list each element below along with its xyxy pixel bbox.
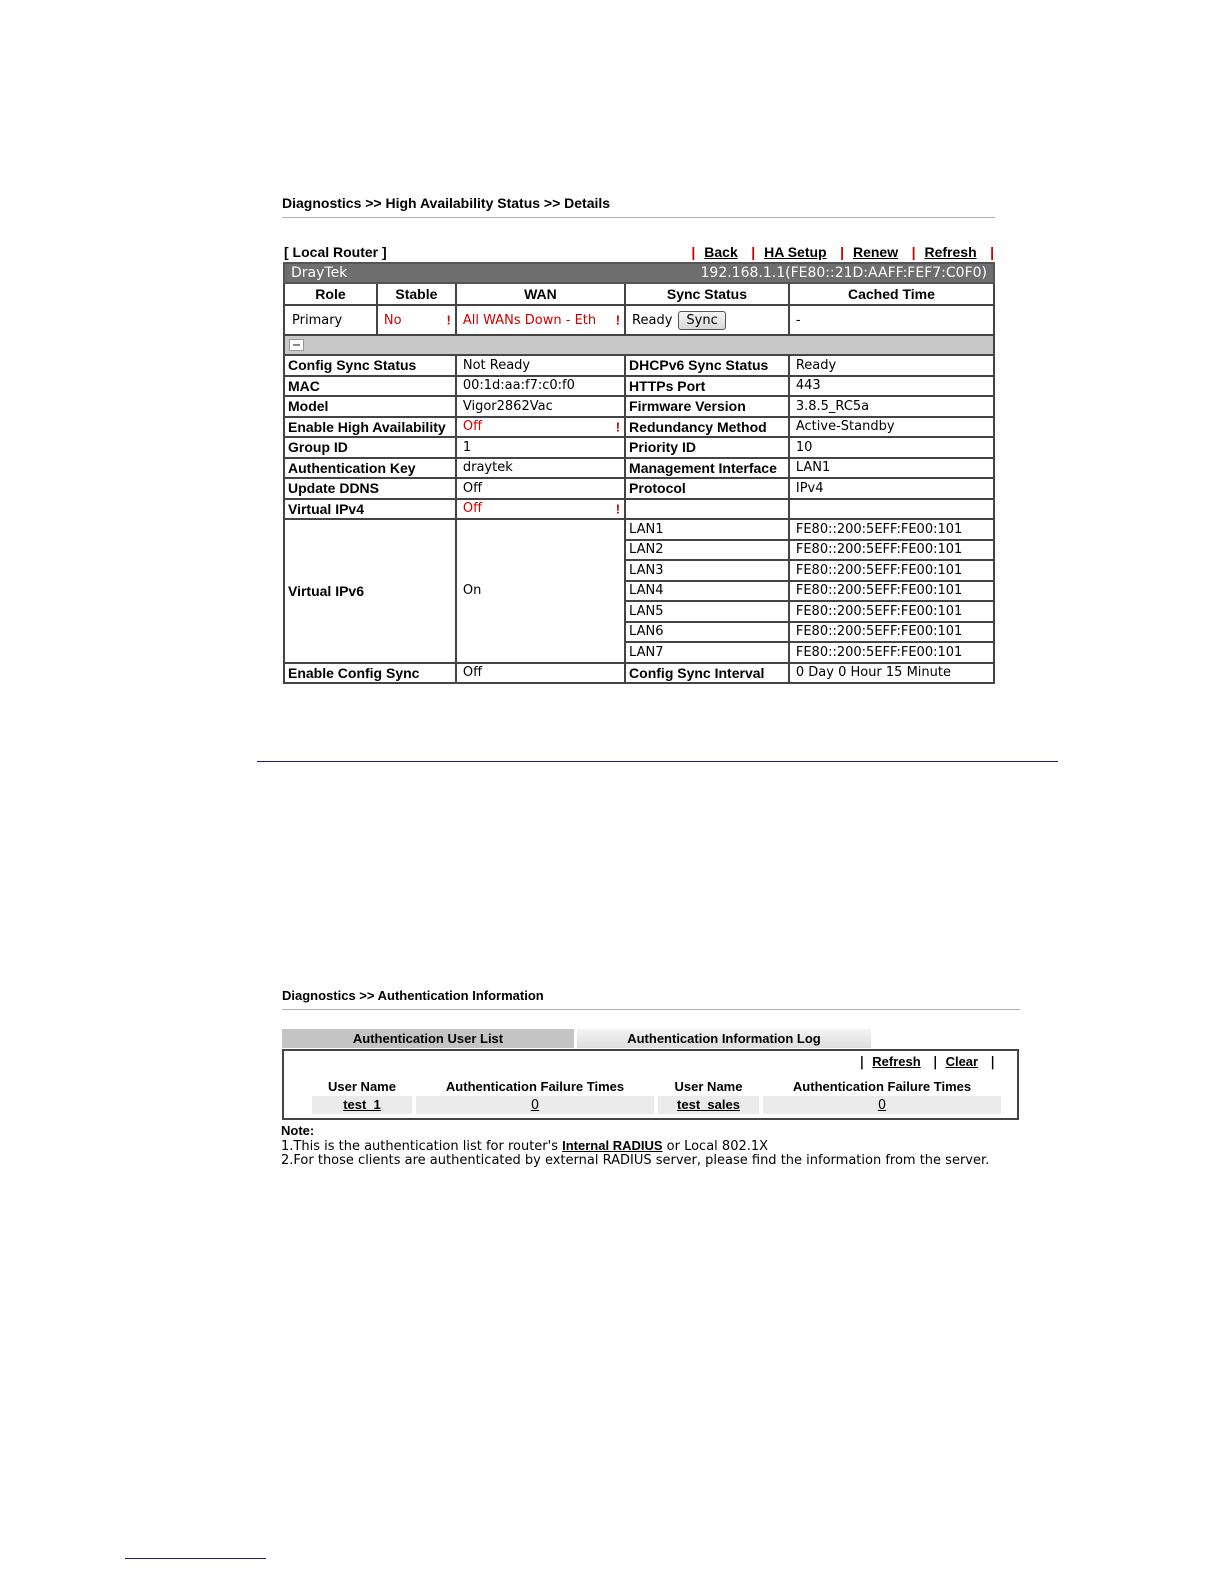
detail-value: Off: [462, 501, 483, 517]
ipv6-lan-row: [284, 519, 994, 540]
lan-name: LAN5: [625, 601, 789, 622]
detail-row: [284, 663, 994, 684]
detail-row: [284, 499, 994, 520]
lan-name: LAN4: [625, 581, 789, 602]
ha-link-bar: | Back | HA Setup | Renew | Refresh |: [691, 244, 994, 260]
detail-label: Update DDNS: [284, 478, 456, 499]
detail-row: [284, 376, 994, 397]
refresh-link[interactable]: Refresh: [924, 244, 977, 260]
detail-value: 00:1d:aa:f7:c0:f0: [462, 378, 575, 394]
wan-alert-icon: !: [615, 312, 621, 328]
table-row: [312, 1096, 1001, 1114]
detail-label: [625, 499, 789, 520]
failure-count-link[interactable]: 0: [877, 1097, 887, 1113]
ha-details-table: [283, 262, 995, 684]
wan-header: WAN: [456, 283, 625, 305]
detail-value: 10: [789, 437, 994, 458]
failure-times-header: Authentication Failure Times: [792, 1078, 972, 1094]
sync-status-value: Ready: [632, 312, 673, 328]
failure-times-header: Authentication Failure Times: [445, 1078, 625, 1094]
detail-label: Authentication Key: [284, 458, 456, 479]
note-1-suffix: or Local 802.1X: [662, 1139, 769, 1154]
detail-value-cell: [456, 478, 625, 499]
detail-value-cell: [456, 396, 625, 417]
detail-label: Enable High Availability: [284, 417, 456, 438]
detail-value-cell: [456, 355, 625, 376]
detail-value: Off: [456, 663, 625, 684]
note-line-2: 2.For those clients are authenticated by external RADIUS server, please find the information from the server.: [281, 1153, 990, 1168]
ha-setup-link[interactable]: HA Setup: [764, 244, 827, 260]
auth-user-table: [308, 1076, 1005, 1114]
auth-user-list-panel: [282, 1049, 1019, 1120]
detail-value-cell: [456, 417, 625, 438]
stable-value: No: [383, 312, 402, 328]
alert-icon: !: [615, 501, 621, 517]
user-name-header: User Name: [674, 1078, 743, 1094]
lan-name: LAN3: [625, 560, 789, 581]
detail-value: Off: [462, 480, 483, 496]
role-value: Primary: [284, 305, 377, 335]
ha-breadcrumb: Diagnostics >> High Availability Status >> Details: [282, 195, 611, 211]
lan-name: LAN2: [625, 540, 789, 561]
detail-row: [284, 355, 994, 376]
detail-value-cell: [456, 437, 625, 458]
detail-value: draytek: [462, 460, 513, 476]
detail-value: 0 Day 0 Hour 15 Minute: [789, 663, 994, 684]
detail-value: [789, 499, 994, 520]
detail-label: Firmware Version: [625, 396, 789, 417]
detail-label: Group ID: [284, 437, 456, 458]
detail-value: Off: [462, 419, 483, 435]
detail-value-cell: [456, 499, 625, 520]
lan-ipv6-address: FE80::200:5EFF:FE00:101: [789, 540, 994, 561]
summary-row: [284, 305, 994, 335]
alert-icon: !: [615, 419, 621, 435]
detail-label: Virtual IPv4: [284, 499, 456, 520]
detail-value: Ready: [789, 355, 994, 376]
detail-row: [284, 478, 994, 499]
detail-row: [284, 437, 994, 458]
stable-cell: [377, 305, 456, 335]
sync-status-cell: [625, 305, 789, 335]
detail-label: Protocol: [625, 478, 789, 499]
detail-value: 443: [789, 376, 994, 397]
lan-ipv6-address: FE80::200:5EFF:FE00:101: [789, 560, 994, 581]
expand-icon[interactable]: [289, 339, 304, 351]
detail-label: MAC: [284, 376, 456, 397]
detail-label: Redundancy Method: [625, 417, 789, 438]
lan-ipv6-address: FE80::200:5EFF:FE00:101: [789, 519, 994, 540]
detail-value-cell: [456, 458, 625, 479]
detail-value: 3.8.5_RC5a: [789, 396, 994, 417]
detail-value: Not Ready: [462, 357, 531, 373]
ha-divider: [282, 217, 995, 218]
detail-value: IPv4: [789, 478, 994, 499]
detail-value: Active-Standby: [789, 417, 994, 438]
sync-status-header: Sync Status: [625, 283, 789, 305]
failure-count-link[interactable]: 0: [530, 1097, 540, 1113]
user-name-header: User Name: [328, 1078, 396, 1094]
router-address: 192.168.1.1(FE80::21D:AAFF:FEF7:C0F0): [456, 263, 994, 283]
lan-name: LAN7: [625, 642, 789, 663]
note-title: Note:: [281, 1123, 315, 1138]
auth-link-bar: | Refresh | Clear |: [859, 1054, 995, 1070]
lan-ipv6-address: FE80::200:5EFF:FE00:101: [789, 581, 994, 602]
lan-ipv6-address: FE80::200:5EFF:FE00:101: [789, 622, 994, 643]
router-name: DrayTek: [284, 263, 456, 283]
auth-divider: [282, 1009, 1020, 1010]
lan-name: LAN6: [625, 622, 789, 643]
detail-label: DHCPv6 Sync Status: [625, 355, 789, 376]
detail-label: Enable Config Sync: [284, 663, 456, 684]
note-line-1: [281, 1138, 768, 1154]
tab-info-log[interactable]: Authentication Information Log: [577, 1029, 871, 1048]
detail-value-cell: [456, 376, 625, 397]
lan-ipv6-address: FE80::200:5EFF:FE00:101: [789, 601, 994, 622]
sync-button[interactable]: Sync: [678, 311, 725, 330]
renew-link[interactable]: Renew: [852, 244, 899, 260]
cached-time-header: Cached Time: [789, 283, 994, 305]
role-header: Role: [284, 283, 377, 305]
lan-ipv6-address: FE80::200:5EFF:FE00:101: [789, 642, 994, 663]
note-1-text: 1.This is the authentication list for router's: [281, 1139, 563, 1154]
virtual-ipv6-label: Virtual IPv6: [284, 519, 456, 663]
detail-label: Config Sync Status: [284, 355, 456, 376]
local-router-label: [ Local Router ]: [284, 244, 387, 260]
detail-value: Vigor2862Vac: [462, 398, 553, 414]
summary-header-row: [284, 283, 994, 305]
footnote-rule: [125, 1558, 266, 1559]
router-title-bar: [284, 263, 994, 283]
wan-cell: [456, 305, 625, 335]
user-link[interactable]: test_sales: [677, 1097, 740, 1112]
page-rule: [257, 761, 1058, 762]
details-separator-row: [284, 335, 994, 355]
detail-label: Priority ID: [625, 437, 789, 458]
detail-label: Management Interface: [625, 458, 789, 479]
virtual-ipv6-value: On: [456, 519, 625, 663]
stable-header: Stable: [377, 283, 456, 305]
detail-row: [284, 458, 994, 479]
detail-label: Model: [284, 396, 456, 417]
stable-alert-icon: !: [446, 312, 451, 328]
auth-refresh-link[interactable]: Refresh: [872, 1054, 921, 1069]
lan-name: LAN1: [625, 519, 789, 540]
detail-row: [284, 417, 994, 438]
user-link[interactable]: test_1: [343, 1097, 381, 1112]
detail-label: HTTPs Port: [625, 376, 789, 397]
back-link[interactable]: Back: [704, 244, 738, 260]
internal-radius-link[interactable]: Internal RADIUS: [562, 1138, 663, 1153]
detail-value: 1: [462, 439, 472, 455]
wan-value: All WANs Down - Eth: [462, 312, 597, 328]
auth-header-row: [312, 1076, 1001, 1096]
clear-link[interactable]: Clear: [945, 1054, 979, 1069]
detail-row: [284, 396, 994, 417]
tab-user-list[interactable]: Authentication User List: [282, 1029, 574, 1048]
detail-value: LAN1: [789, 458, 994, 479]
cached-time-value: -: [789, 305, 994, 335]
auth-breadcrumb: Diagnostics >> Authentication Information: [282, 988, 544, 1003]
detail-label: Config Sync Interval: [625, 663, 789, 684]
